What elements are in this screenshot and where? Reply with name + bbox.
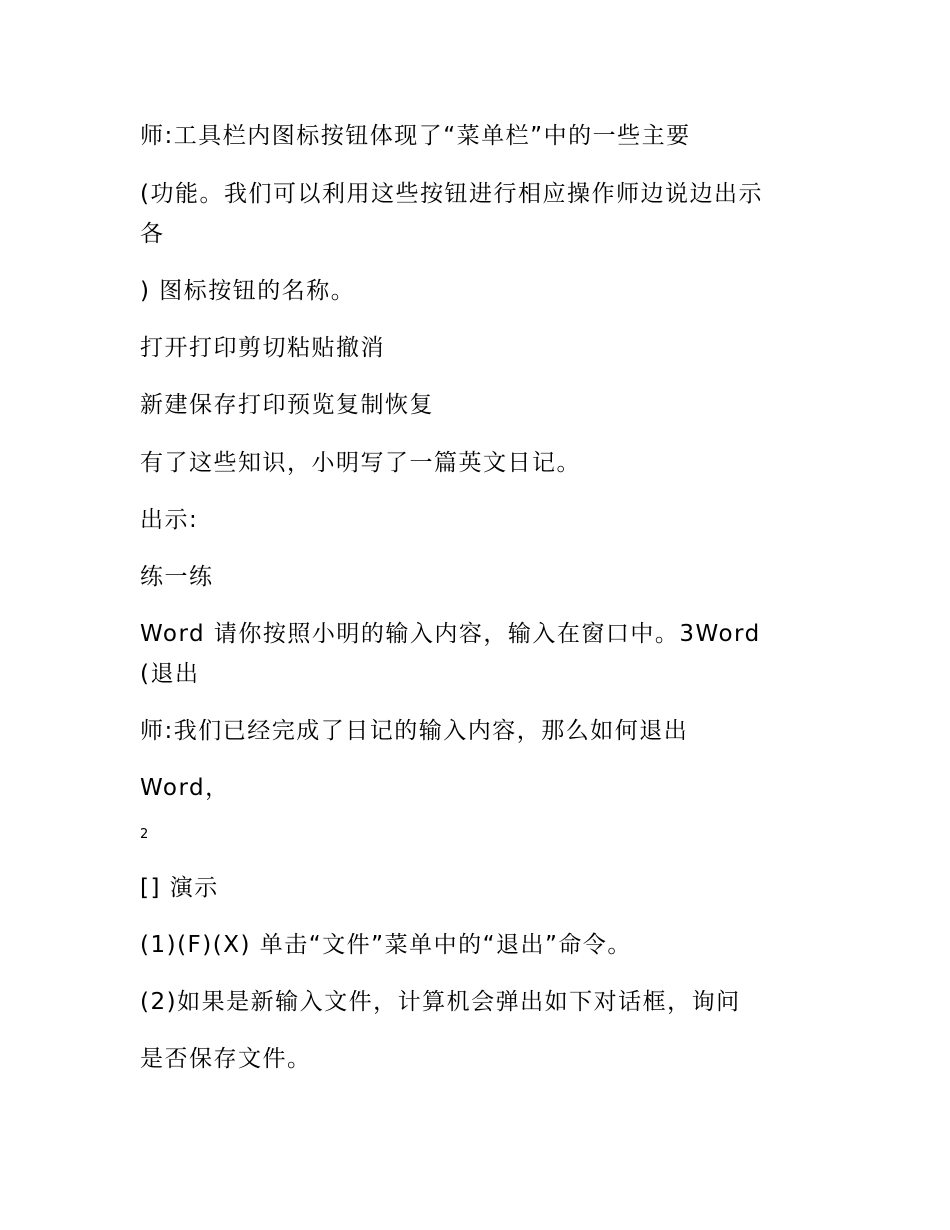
text-line: 师:工具栏内图标按钮体现了“菜单栏”中的一些主要 xyxy=(140,123,691,149)
text-line: 练一练 xyxy=(140,564,214,590)
text-line: 各 xyxy=(140,221,165,247)
text-line: 新建保存打印预览复制恢复 xyxy=(140,392,434,418)
text-line: Word， xyxy=(140,775,230,801)
page-number: 2 xyxy=(140,827,149,842)
text-line: (退出 xyxy=(140,661,200,687)
text-line: [] 演示 xyxy=(140,875,219,901)
text-line: (1)(F)(X) 单击“文件”菜单中的“退出”命令。 xyxy=(140,932,632,958)
text-line: 打开打印剪切粘贴撤消 xyxy=(140,335,385,361)
text-line: 出示: xyxy=(140,507,199,533)
text-line: ) 图标按钮的名称。 xyxy=(140,278,356,304)
text-line: (2)如果是新输入文件，计算机会弹出如下对话框，询问 xyxy=(140,989,741,1015)
text-line: 是否保存文件。 xyxy=(140,1046,312,1072)
text-line: (功能。我们可以利用这些按钮进行相应操作师边说边出示 xyxy=(140,181,763,207)
text-line: 有了这些知识，小明写了一篇英文日记。 xyxy=(140,450,581,476)
text-line: 师:我们已经完成了日记的输入内容，那么如何退出 xyxy=(140,718,689,744)
text-line: Word 请你按照小明的输入内容，输入在窗口中。3Word xyxy=(140,621,761,647)
